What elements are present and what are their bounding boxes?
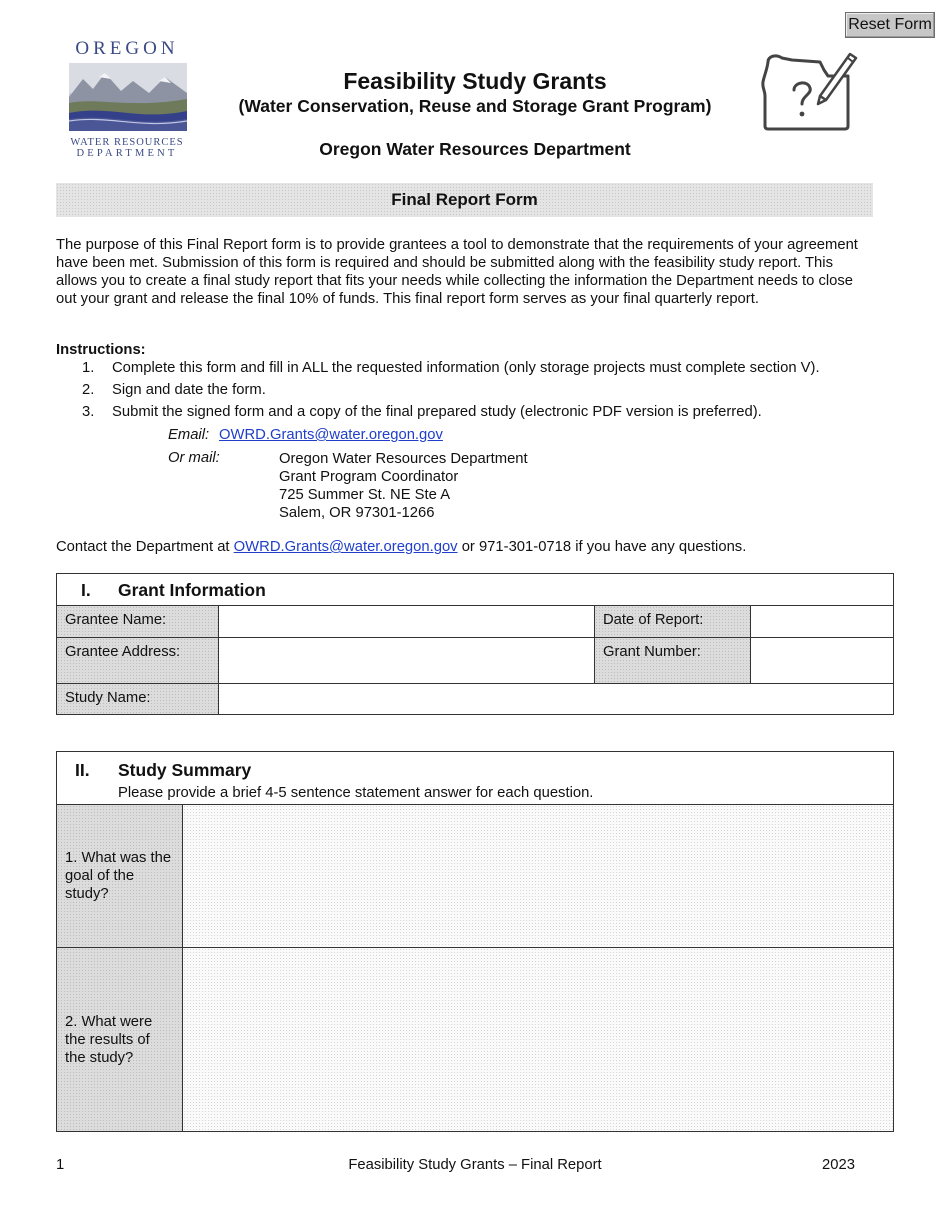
- instructions-list: [56, 359, 896, 425]
- grantee-name-label: Grantee Name:: [57, 606, 219, 638]
- oregon-question-pen-icon: [758, 48, 862, 134]
- final-report-banner: Final Report Form: [56, 183, 873, 217]
- section2-numeral: II.: [75, 760, 90, 780]
- section2-instruction: Please provide a brief 4-5 sentence statement answer for each question.: [118, 785, 594, 801]
- footer-title: Feasibility Study Grants – Final Report: [348, 1157, 602, 1173]
- study-summary-section: [56, 751, 894, 1132]
- intro-paragraph: The purpose of this Final Report form is to provide grantees a tool to demonstrate that the requirements of your agreement have been met. Submission of this form is required and should be submitted along with the feasibility study report. This allows you to create a final study report that fits your needs while collecting the information the Department needs to close out your grant and release the final 10% of funds. This final report form serves as your final quarterly report.: [56, 237, 858, 307]
- logo-landscape-image: [69, 63, 187, 131]
- footer-page-number: 1: [56, 1157, 65, 1173]
- mailing-address: Oregon Water Resources Department Grant Program Coordinator 725 Summer St. NE Ste A Salem, OR 97301-1266: [279, 451, 528, 521]
- page-subtitle: (Water Conservation, Reuse and Storage Grant Program): [238, 96, 712, 116]
- email-label: Email:: [168, 427, 210, 443]
- date-of-report-input[interactable]: [751, 606, 893, 638]
- grantee-address-input[interactable]: [219, 638, 595, 684]
- list-item: 2. Sign and date the form.: [82, 382, 266, 398]
- reset-form-button[interactable]: Reset Form: [845, 12, 935, 38]
- list-item: 3. Submit the signed form and a copy of the final prepared study (electronic PDF version is preferred).: [82, 404, 762, 420]
- footer-year: 2023: [822, 1157, 855, 1173]
- date-of-report-label: Date of Report:: [595, 606, 751, 638]
- question-2-label: 2. What were the results of the study?: [57, 948, 183, 1131]
- owrd-logo: [62, 38, 192, 158]
- contact-line: Contact the Department at OWRD.Grants@water.oregon.gov or 971-301-0718 if you have any questions.: [56, 539, 747, 555]
- mail-label: Or mail:: [168, 450, 220, 466]
- email-link[interactable]: OWRD.Grants@water.oregon.gov: [219, 427, 443, 443]
- study-name-input[interactable]: [219, 684, 893, 714]
- study-name-label: Study Name:: [57, 684, 219, 714]
- grant-number-label: Grant Number:: [595, 638, 751, 684]
- grant-information-section: [56, 573, 894, 715]
- grantee-address-label: Grantee Address:: [57, 638, 219, 684]
- section2-title: Study Summary: [118, 760, 252, 780]
- page-title: Feasibility Study Grants: [343, 68, 607, 94]
- logo-bottom-text-1: WATER RESOURCES: [70, 137, 184, 148]
- question-1-answer[interactable]: [183, 805, 893, 948]
- instructions-heading: Instructions:: [56, 342, 146, 358]
- logo-top-text: OREGON: [75, 38, 179, 59]
- question-2-answer[interactable]: [183, 948, 893, 1131]
- question-1-label: 1. What was the goal of the study?: [57, 805, 183, 948]
- section1-title: Grant Information: [118, 580, 266, 600]
- department-name: Oregon Water Resources Department: [319, 139, 631, 159]
- logo-bottom-text-2: DEPARTMENT: [76, 148, 178, 159]
- section1-numeral: I.: [81, 580, 91, 600]
- grant-number-input[interactable]: [751, 638, 893, 684]
- grantee-name-input[interactable]: [219, 606, 595, 638]
- contact-email-link[interactable]: OWRD.Grants@water.oregon.gov: [233, 539, 458, 555]
- list-item: 1. Complete this form and fill in ALL the requested information (only storage projects must complete section V).: [82, 360, 820, 376]
